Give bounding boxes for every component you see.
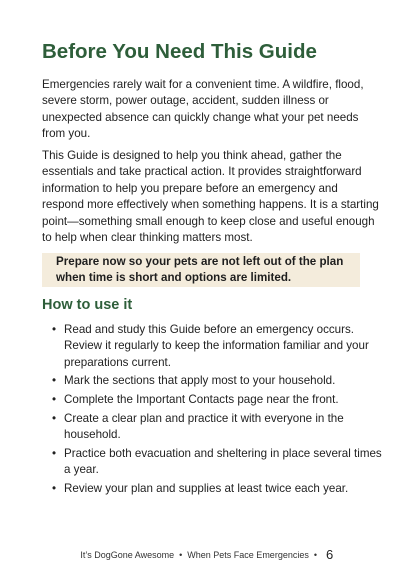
list-item-text: Mark the sections that apply most to your household. (64, 374, 336, 388)
list-item-text: Review your plan and supplies at least twice each year. (64, 481, 349, 495)
list-item (52, 322, 382, 371)
list-item-text: Practice both evacuation and sheltering in place several times a year. (64, 446, 382, 476)
how-to-use-list (52, 322, 382, 499)
list-item (52, 411, 382, 444)
list-item (52, 446, 382, 479)
bullet-icon: • (52, 446, 57, 460)
list-item-text: Complete the Important Contacts page near the front. (64, 393, 339, 406)
intro-paragraph: Emergencies rarely wait for a convenient time. A wildfire, flood, severe storm, power outage, accident, sudden illness or unexpected absence can quickly change what your pet needs from you. (42, 78, 364, 141)
page-footer (0, 550, 322, 560)
footer-brand: It’s DogGone Awesome (80, 550, 175, 560)
bullet-icon: • (52, 411, 57, 425)
bullet-icon: • (52, 481, 57, 495)
guide-purpose-paragraph: This Guide is designed to help you think ahead, gather the essentials and take practical action. It provides straightforward information to help you prepare before an emergency and respond more effectively when something happens. It is a starting point—something small enough to keep close and useful enough to help when clear thinking matters most. (42, 149, 379, 245)
footer-separator: • (179, 550, 183, 560)
page-title: Before You Need This Guide (42, 40, 317, 63)
list-item (52, 481, 382, 497)
callout-text: Prepare now so your pets are not left out of the plan when time is short and options are limited. (56, 255, 344, 285)
page-number: 6 (326, 547, 334, 562)
list-item (52, 392, 382, 408)
footer-separator: • (313, 550, 317, 560)
bullet-icon: • (52, 374, 57, 388)
bullet-icon: • (52, 323, 57, 336)
bullet-icon: • (52, 393, 57, 406)
callout-box (42, 253, 360, 287)
list-item-text: Read and study this Guide before an emergency occurs. Review it regularly to keep the information familiar and your preparations current. (64, 323, 369, 369)
list-item (52, 373, 382, 389)
how-to-use-heading: How to use it (42, 297, 133, 313)
footer-guide-title: When Pets Face Emergencies (187, 550, 309, 560)
list-item-text: Create a clear plan and practice it with everyone in the household. (64, 411, 344, 441)
